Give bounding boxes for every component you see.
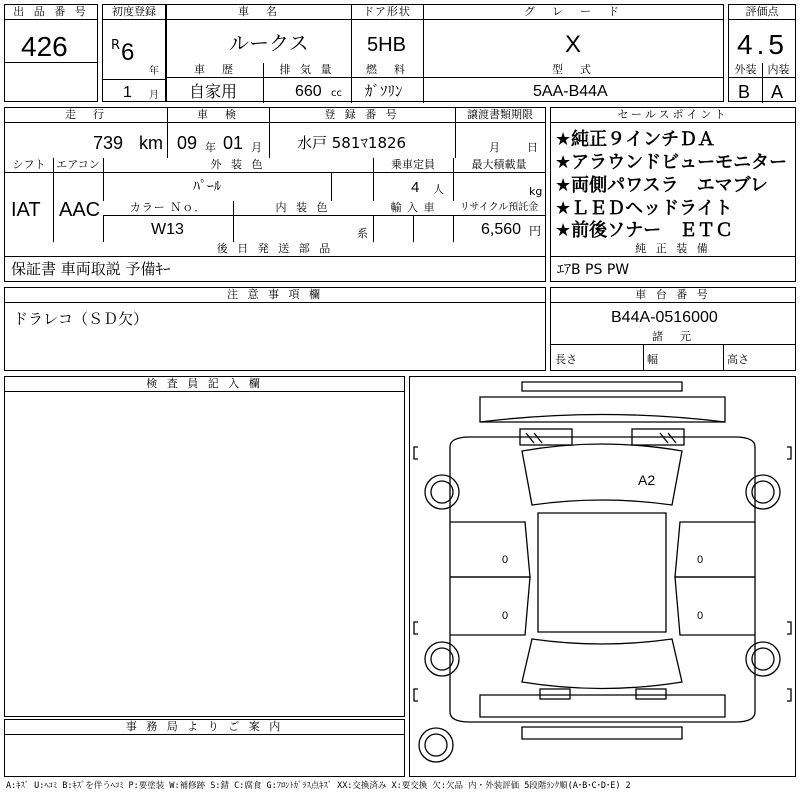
sales-point-4: ★ＬＥＤヘッドライト — [555, 198, 733, 219]
capacity-header: 乗車定員 — [373, 158, 453, 173]
spec-length-label: 長さ — [555, 353, 577, 366]
color-no-header: カラー Ｎｏ． — [103, 201, 233, 216]
exterior-color: ﾊﾟｰﾙ — [193, 179, 221, 195]
registration-year-unit: 年 — [149, 66, 159, 77]
front-left-wheel — [425, 475, 459, 509]
registration-month: 1 — [123, 84, 132, 101]
rear-panel-outline — [480, 695, 725, 717]
spare-wheel — [419, 728, 453, 762]
standard-equipment-header: 純 正 装 備 — [551, 242, 795, 257]
front-bumper-outline — [522, 382, 682, 391]
rear-left-wheel — [425, 642, 459, 676]
mileage-header: 走 行 — [5, 108, 167, 123]
exterior-score: B — [738, 82, 751, 102]
registration-number-header: 登 録 番 号 — [269, 108, 455, 123]
inspection-year-unit: 年 — [205, 141, 216, 154]
fuel-header: 燃 料 — [351, 63, 423, 78]
interior-score: A — [771, 82, 784, 102]
body-outline — [450, 437, 755, 722]
interior-color-unit: 系 — [357, 227, 368, 240]
sales-points-header: セールスポイント — [551, 108, 795, 123]
fuel: ｶﾞｿﾘﾝ — [365, 82, 403, 100]
first-registration-box — [102, 4, 166, 102]
left-door-mark-0b: 0 — [502, 610, 509, 622]
grade: X — [565, 31, 582, 58]
sales-point-3: ★両側パワスラ エマブレ — [555, 175, 768, 196]
car-history: 自家用 — [189, 82, 238, 101]
registration-year: 6 — [121, 39, 135, 66]
right-door-mark-0b: 0 — [697, 610, 704, 622]
inspection-year: 09 — [177, 133, 198, 153]
sales-point-2: ★アラウンドビューモニター — [555, 152, 788, 173]
interior-color-header: 内 装 色 — [233, 201, 373, 216]
displacement: 660 — [295, 83, 322, 100]
right-door-mark-0: 0 — [697, 554, 704, 566]
lot-number-box — [4, 4, 98, 102]
notes-header: 注 意 事 項 欄 — [5, 288, 545, 303]
recycle-amount: 6,560 — [481, 221, 522, 238]
sales-point-5: ★前後ソナー ＥＴＣ — [555, 220, 734, 241]
standard-equipment: ｴｱB PS PW — [557, 262, 630, 278]
first-registration-header: 初度登録 — [103, 5, 165, 20]
registration-plate: 水戸 581ﾏ1826 — [297, 134, 407, 152]
vehicle-details-box — [4, 107, 546, 282]
left-door-mark-0: 0 — [502, 554, 509, 566]
left-taillight-outline — [540, 689, 570, 699]
displacement-header: 排 気 量 — [263, 63, 351, 78]
specs-header: 諸 元 — [551, 330, 795, 345]
spec-width-label: 幅 — [647, 353, 658, 366]
capacity-unit: 人 — [433, 183, 444, 196]
sales-points-box — [550, 107, 796, 282]
score-header: 評価点 — [729, 5, 795, 20]
inspection-month-unit: 月 — [251, 141, 262, 154]
shift: IAT — [11, 199, 41, 221]
history-header: 車 歴 — [167, 63, 263, 78]
door-type: 5HB — [367, 34, 406, 56]
rear-bumper-outline — [522, 727, 682, 739]
capacity: 4 — [411, 179, 420, 196]
inspector-box — [4, 376, 405, 717]
chassis-box — [550, 287, 796, 371]
transfer-period-header: 譲渡書類期限 — [455, 108, 545, 123]
import-header: 輸 入 車 — [373, 201, 453, 216]
max-load-unit: kg — [529, 185, 543, 198]
later-parts-header: 後 日 発 送 部 品 — [5, 242, 545, 257]
legend-footer: A:ｷｽﾞ U:ﾍｺﾐ B:ｷｽﾞを伴うﾍｺﾐ P:要塗装 W:補修跡 S:錆 C:腐食 G:ﾌﾛﾝﾄｶﾞﾗｽ点ｷｽﾞ XX:交換済み X:要交換 欠:欠品 内・外装評価 5段階ﾗﾝｸ順(A･B･C･D･E) 2 — [6, 781, 631, 791]
office-box — [4, 719, 405, 777]
grade-header: グ レ ー ド — [423, 5, 723, 20]
notes-box — [4, 287, 546, 371]
car-info-box — [166, 4, 724, 102]
rear-glass-outline — [522, 639, 682, 689]
displacement-unit: cc — [331, 88, 342, 99]
aircon: AAC — [59, 199, 101, 221]
office-header: 事 務 局 よ り ご 案 内 — [5, 720, 404, 735]
right-rear-door — [675, 577, 755, 635]
spec-height-label: 高さ — [727, 353, 749, 366]
inspection-header: 車 検 — [167, 108, 269, 123]
transfer-month-unit: 月 — [489, 141, 500, 154]
score-box — [728, 4, 796, 102]
overall-score: 4.5 — [737, 29, 788, 60]
rear-right-wheel — [746, 642, 780, 676]
model-code: 5AA-B44A — [533, 83, 608, 100]
door-type-header: ドア形状 — [351, 5, 423, 20]
registration-era: R — [111, 38, 121, 53]
recycle-unit: 円 — [529, 224, 542, 238]
registration-month-unit: 月 — [149, 90, 159, 101]
transfer-day-unit: 日 — [527, 141, 538, 154]
lot-number: 426 — [21, 31, 68, 62]
mileage-unit: km — [139, 133, 163, 153]
exterior-color-header: 外 装 色 — [103, 158, 373, 173]
sales-point-1: ★純正９インチＤＡ — [555, 129, 716, 150]
car-name-header: 車 名 — [167, 5, 351, 20]
interior-score-header: 内装 — [762, 63, 795, 78]
windshield-outline — [522, 444, 682, 505]
left-front-door — [450, 522, 530, 577]
chassis-number: B44A-0516000 — [611, 309, 718, 326]
right-front-door — [675, 522, 755, 577]
aircon-header: エアコン — [53, 158, 103, 173]
shift-header: シフト — [5, 158, 53, 173]
color-no: W13 — [151, 221, 184, 238]
car-diagram-box — [409, 376, 796, 777]
later-parts: 保証書 車両取説 予備ｷｰ — [11, 260, 171, 278]
chassis-number-header: 車 台 番 号 — [551, 288, 795, 303]
notes: ドラレコ（ＳＤ欠） — [13, 310, 149, 328]
exterior-score-header: 外装 — [729, 63, 762, 78]
damage-mark-a2: A2 — [638, 472, 656, 488]
inspection-month: 01 — [223, 133, 244, 153]
max-load-header: 最大積載量 — [453, 158, 545, 173]
roof-outline — [538, 513, 666, 632]
front-right-wheel — [746, 475, 780, 509]
recycle-header: リサイクル預託金 — [453, 201, 545, 216]
right-mirror-bracket — [787, 447, 791, 459]
right-taillight-outline — [636, 689, 666, 699]
left-rear-door — [450, 577, 530, 635]
mileage: 739 — [93, 133, 124, 153]
inspector-header: 検 査 員 記 入 欄 — [5, 377, 404, 392]
left-mirror-bracket — [414, 447, 418, 459]
car-diagram — [410, 377, 795, 776]
model-header: 型 式 — [423, 63, 723, 78]
car-name: ルークス — [229, 31, 309, 55]
lot-number-header: 出 品 番 号 — [5, 5, 97, 20]
